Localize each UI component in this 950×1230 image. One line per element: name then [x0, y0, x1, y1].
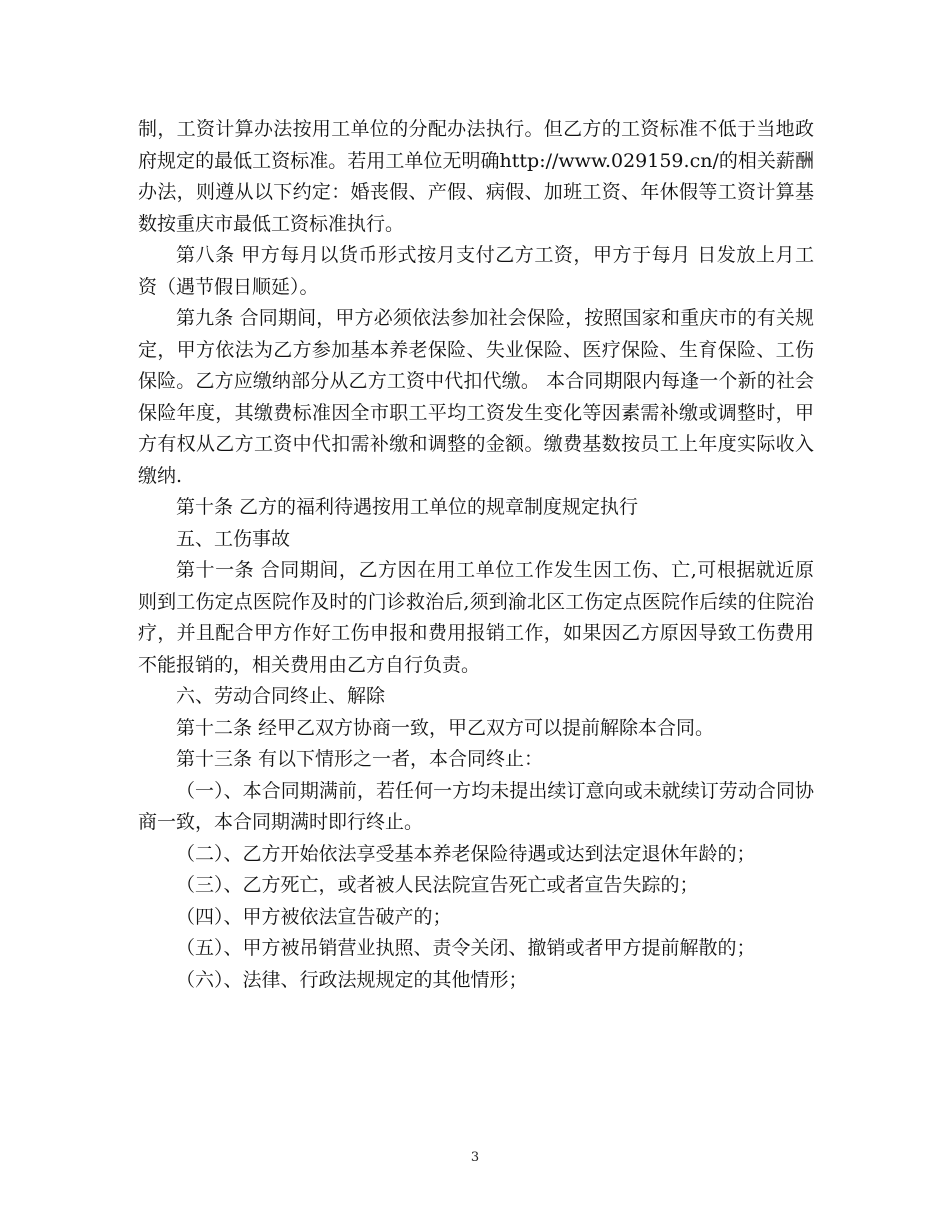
section-heading-work-injury: 五、工伤事故	[176, 527, 291, 550]
paragraph-article-9: 第九条 合同期间，甲方必须依法参加社会保险，按照国家和重庆市的有关规定，甲方依法为乙方参加基本养老保险、失业保险、医疗保险、生育保险、工伤保险。乙方应缴纳部分从乙方工资中代扣代缴。 本合同期限内每逢一个新的社会保险年度，其缴费标准因全市职工平均工资发生变化等因素需补缴或调整时，甲方有权从乙方工资中代扣需补缴和调整的金额。缴费基数按员工上年度实际收入缴纳.	[138, 307, 814, 487]
section-heading-contract-termination: 六、劳动合同终止、解除	[176, 685, 386, 707]
list-item-termination-2: （二）、乙方开始依法享受基本养老保险待遇或达到法定退休年龄的；	[176, 842, 756, 865]
page-number: 3	[470, 1150, 480, 1165]
list-item-termination-6: （六）、法律、行政法规规定的其他情形；	[176, 968, 528, 991]
paragraph-article-11: 第十一条 合同期间，乙方因在用工单位工作发生因工伤、亡,可根据就近原则到工伤定点医院作及时的门诊救治后,须到渝北区工伤定点医院作后续的住院治疗，并且配合甲方作好工伤申报和费用报销工作，如果因乙方原因导致工伤费用不能报销的，相关费用由乙方自行负责。	[138, 559, 814, 676]
paragraph-article-10: 第十条 乙方的福利待遇按用工单位的规章制度规定执行	[176, 496, 639, 518]
paragraph-article-8: 第八条 甲方每月以货币形式按月支付乙方工资，甲方于每月 日发放上月工资（遇节假日顺延）。	[138, 244, 814, 298]
list-item-termination-5: （五）、甲方被吊销营业执照、责令关闭、撤销或者甲方提前解散的；	[176, 937, 756, 959]
list-item-termination-4: （四）、甲方被依法宣告破产的；	[176, 905, 452, 928]
paragraph-article-12: 第十二条 经甲乙双方协商一致，甲乙双方可以提前解除本合同。	[176, 716, 715, 739]
paragraph-wage-calculation: 制，工资计算办法按用工单位的分配办法执行。但乙方的工资标准不低于当地政府规定的最低工资标准。若用工单位无明确http://www.029159.cn/的相关薪酬办法，则遵从以下约定：婚丧假、产假、病假、加班工资、年休假等工资计算基数按重庆市最低工资标准执行。	[138, 118, 814, 235]
document-body	[138, 114, 814, 996]
paragraph-article-13: 第十三条 有以下情形之一者，本合同终止：	[176, 748, 544, 770]
list-item-termination-3: （三）、乙方死亡，或者被人民法院宣告死亡或者宣告失踪的；	[176, 874, 699, 896]
list-item-termination-1: （一）、本合同期满前，若任何一方均未提出续订意向或未就续订劳动合同协商一致，本合同期满时即行终止。	[138, 779, 814, 833]
